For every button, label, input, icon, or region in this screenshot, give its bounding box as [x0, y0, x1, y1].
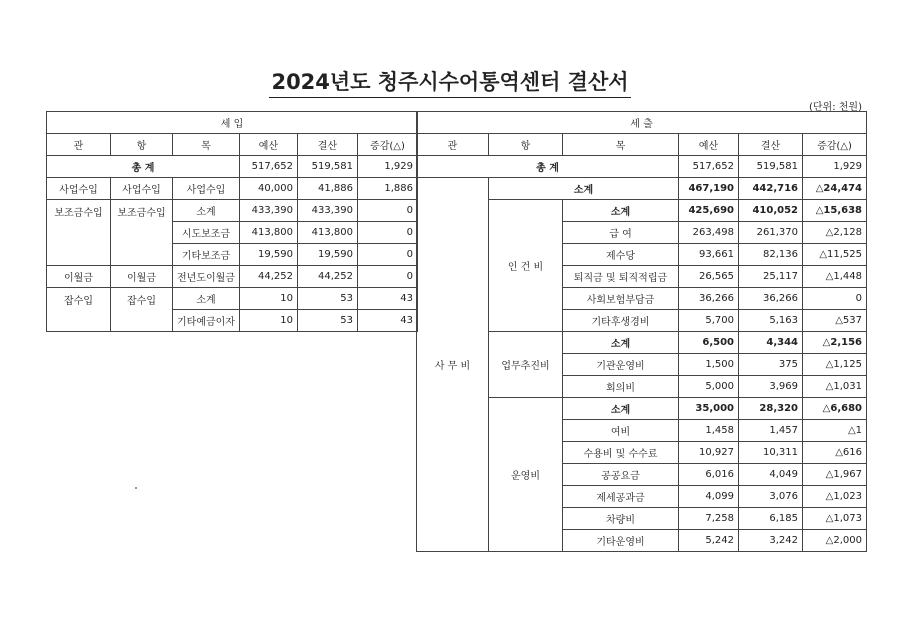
- actual-cell: 28,320: [739, 398, 803, 420]
- actual-cell: 6,185: [739, 508, 803, 530]
- diff-cell: △2,000: [803, 530, 867, 552]
- total-label: 총 계: [47, 156, 240, 178]
- diff-cell: △2,156: [803, 332, 867, 354]
- budget-cell: 44,252: [239, 266, 297, 288]
- hang-cell: 업무추진비: [489, 332, 563, 398]
- budget-cell: 413,800: [239, 222, 297, 244]
- budget-cell: 6,016: [679, 464, 739, 486]
- budget-cell: 425,690: [679, 200, 739, 222]
- actual-cell: 261,370: [739, 222, 803, 244]
- mok-cell: 여비: [563, 420, 679, 442]
- budget-cell: 40,000: [239, 178, 297, 200]
- diff-cell: △6,680: [803, 398, 867, 420]
- header-diff: 증감(△): [803, 134, 867, 156]
- mok-cell: 수용비 및 수수료: [563, 442, 679, 464]
- total-label: 총 계: [417, 156, 679, 178]
- hang-cell: 운영비: [489, 398, 563, 552]
- actual-cell: 375: [739, 354, 803, 376]
- diff-cell: 0: [357, 266, 417, 288]
- diff-cell: △15,638: [803, 200, 867, 222]
- mok-cell: 소계: [563, 398, 679, 420]
- actual-cell: 44,252: [297, 266, 357, 288]
- actual-cell: 10,311: [739, 442, 803, 464]
- gwan-cell: 보조금수입: [47, 200, 111, 266]
- actual-cell: 442,716: [739, 178, 803, 200]
- main-subtotal-label: 소계: [489, 178, 679, 200]
- actual-cell: 4,344: [739, 332, 803, 354]
- diff-cell: △1,448: [803, 266, 867, 288]
- header-budget: 예산: [239, 134, 297, 156]
- actual-cell: 25,117: [739, 266, 803, 288]
- mok-cell: 소계: [563, 200, 679, 222]
- header-budget: 예산: [679, 134, 739, 156]
- mok-cell: 급 여: [563, 222, 679, 244]
- budget-cell: 35,000: [679, 398, 739, 420]
- mok-cell: 전년도이월금: [173, 266, 240, 288]
- total-budget: 517,652: [679, 156, 739, 178]
- header-mok: 목: [173, 134, 240, 156]
- hang-cell: 인 건 비: [489, 200, 563, 332]
- header-diff: 증감(△): [357, 134, 417, 156]
- table-row: [47, 178, 418, 200]
- expense-total-row: [417, 156, 867, 178]
- actual-cell: 433,390: [297, 200, 357, 222]
- mok-cell: 기타예금이자: [173, 310, 240, 332]
- revenue-section-label: 세 입: [47, 112, 418, 134]
- hang-cell: 이월금: [111, 266, 173, 288]
- total-diff: 1,929: [803, 156, 867, 178]
- actual-cell: 3,242: [739, 530, 803, 552]
- expense-section-row: [417, 112, 867, 134]
- budget-cell: 5,000: [679, 376, 739, 398]
- mok-cell: 제세공과금: [563, 486, 679, 508]
- revenue-section-row: [47, 112, 418, 134]
- budget-cell: 4,099: [679, 486, 739, 508]
- budget-cell: 1,458: [679, 420, 739, 442]
- diff-cell: △1,967: [803, 464, 867, 486]
- total-budget: 517,652: [239, 156, 297, 178]
- actual-cell: 53: [297, 288, 357, 310]
- document-title-text: 2024년도 청주시수어통역센터 결산서: [269, 66, 630, 98]
- diff-cell: 43: [357, 288, 417, 310]
- table-row: [47, 288, 418, 310]
- mok-cell: 기타운영비: [563, 530, 679, 552]
- document-title: [0, 66, 900, 98]
- budget-cell: 1,500: [679, 354, 739, 376]
- header-actual: 결산: [739, 134, 803, 156]
- expense-section-label: 세 출: [417, 112, 867, 134]
- mok-cell: 제수당: [563, 244, 679, 266]
- table-row: [47, 266, 418, 288]
- budget-cell: 36,266: [679, 288, 739, 310]
- diff-cell: △1: [803, 420, 867, 442]
- header-gwan: 관: [47, 134, 111, 156]
- mok-cell: 퇴직금 및 퇴직적립금: [563, 266, 679, 288]
- hang-cell: 잡수입: [111, 288, 173, 332]
- mok-cell: 회의비: [563, 376, 679, 398]
- expense-table: [416, 111, 867, 552]
- budget-cell: 26,565: [679, 266, 739, 288]
- diff-cell: 1,886: [357, 178, 417, 200]
- header-gwan: 관: [417, 134, 489, 156]
- diff-cell: 0: [357, 222, 417, 244]
- mok-cell: 공공요금: [563, 464, 679, 486]
- header-mok: 목: [563, 134, 679, 156]
- total-actual: 519,581: [739, 156, 803, 178]
- budget-cell: 433,390: [239, 200, 297, 222]
- budget-cell: 93,661: [679, 244, 739, 266]
- budget-cell: 10,927: [679, 442, 739, 464]
- expense-header-row: [417, 134, 867, 156]
- diff-cell: △24,474: [803, 178, 867, 200]
- gwan-cell: 이월금: [47, 266, 111, 288]
- scan-speck: [135, 487, 137, 489]
- mok-cell: 기타후생경비: [563, 310, 679, 332]
- gwan-cell: 사 무 비: [417, 178, 489, 552]
- budget-cell: 10: [239, 310, 297, 332]
- actual-cell: 410,052: [739, 200, 803, 222]
- mok-cell: 소계: [173, 200, 240, 222]
- mok-cell: 차량비: [563, 508, 679, 530]
- revenue-total-row: [47, 156, 418, 178]
- diff-cell: △2,128: [803, 222, 867, 244]
- actual-cell: 19,590: [297, 244, 357, 266]
- budget-cell: 7,258: [679, 508, 739, 530]
- hang-cell: 사업수입: [111, 178, 173, 200]
- mok-cell: 소계: [173, 288, 240, 310]
- diff-cell: △616: [803, 442, 867, 464]
- actual-cell: 5,163: [739, 310, 803, 332]
- mok-cell: 사회보험부담금: [563, 288, 679, 310]
- actual-cell: 4,049: [739, 464, 803, 486]
- revenue-header-row: [47, 134, 418, 156]
- budget-cell: 5,700: [679, 310, 739, 332]
- actual-cell: 41,886: [297, 178, 357, 200]
- total-diff: 1,929: [357, 156, 417, 178]
- revenue-table: [46, 111, 418, 332]
- header-actual: 결산: [297, 134, 357, 156]
- gwan-cell: 잡수입: [47, 288, 111, 332]
- actual-cell: 1,457: [739, 420, 803, 442]
- diff-cell: 43: [357, 310, 417, 332]
- mok-cell: 시도보조금: [173, 222, 240, 244]
- diff-cell: △1,125: [803, 354, 867, 376]
- actual-cell: 36,266: [739, 288, 803, 310]
- actual-cell: 413,800: [297, 222, 357, 244]
- table-row: [417, 178, 867, 200]
- mok-cell: 기타보조금: [173, 244, 240, 266]
- budget-cell: 5,242: [679, 530, 739, 552]
- header-hang: 항: [489, 134, 563, 156]
- actual-cell: 3,969: [739, 376, 803, 398]
- actual-cell: 3,076: [739, 486, 803, 508]
- table-row: [47, 200, 418, 222]
- gwan-cell: 사업수입: [47, 178, 111, 200]
- budget-cell: 467,190: [679, 178, 739, 200]
- budget-cell: 263,498: [679, 222, 739, 244]
- unit-label: (단위: 천원): [809, 102, 862, 113]
- diff-cell: △537: [803, 310, 867, 332]
- budget-cell: 6,500: [679, 332, 739, 354]
- budget-cell: 10: [239, 288, 297, 310]
- diff-cell: 0: [357, 244, 417, 266]
- diff-cell: 0: [803, 288, 867, 310]
- header-hang: 항: [111, 134, 173, 156]
- mok-cell: 사업수입: [173, 178, 240, 200]
- diff-cell: △1,073: [803, 508, 867, 530]
- mok-cell: 기관운영비: [563, 354, 679, 376]
- diff-cell: △1,031: [803, 376, 867, 398]
- actual-cell: 82,136: [739, 244, 803, 266]
- diff-cell: △1,023: [803, 486, 867, 508]
- diff-cell: △11,525: [803, 244, 867, 266]
- hang-cell: 보조금수입: [111, 200, 173, 266]
- mok-cell: 소계: [563, 332, 679, 354]
- actual-cell: 53: [297, 310, 357, 332]
- diff-cell: 0: [357, 200, 417, 222]
- total-actual: 519,581: [297, 156, 357, 178]
- budget-cell: 19,590: [239, 244, 297, 266]
